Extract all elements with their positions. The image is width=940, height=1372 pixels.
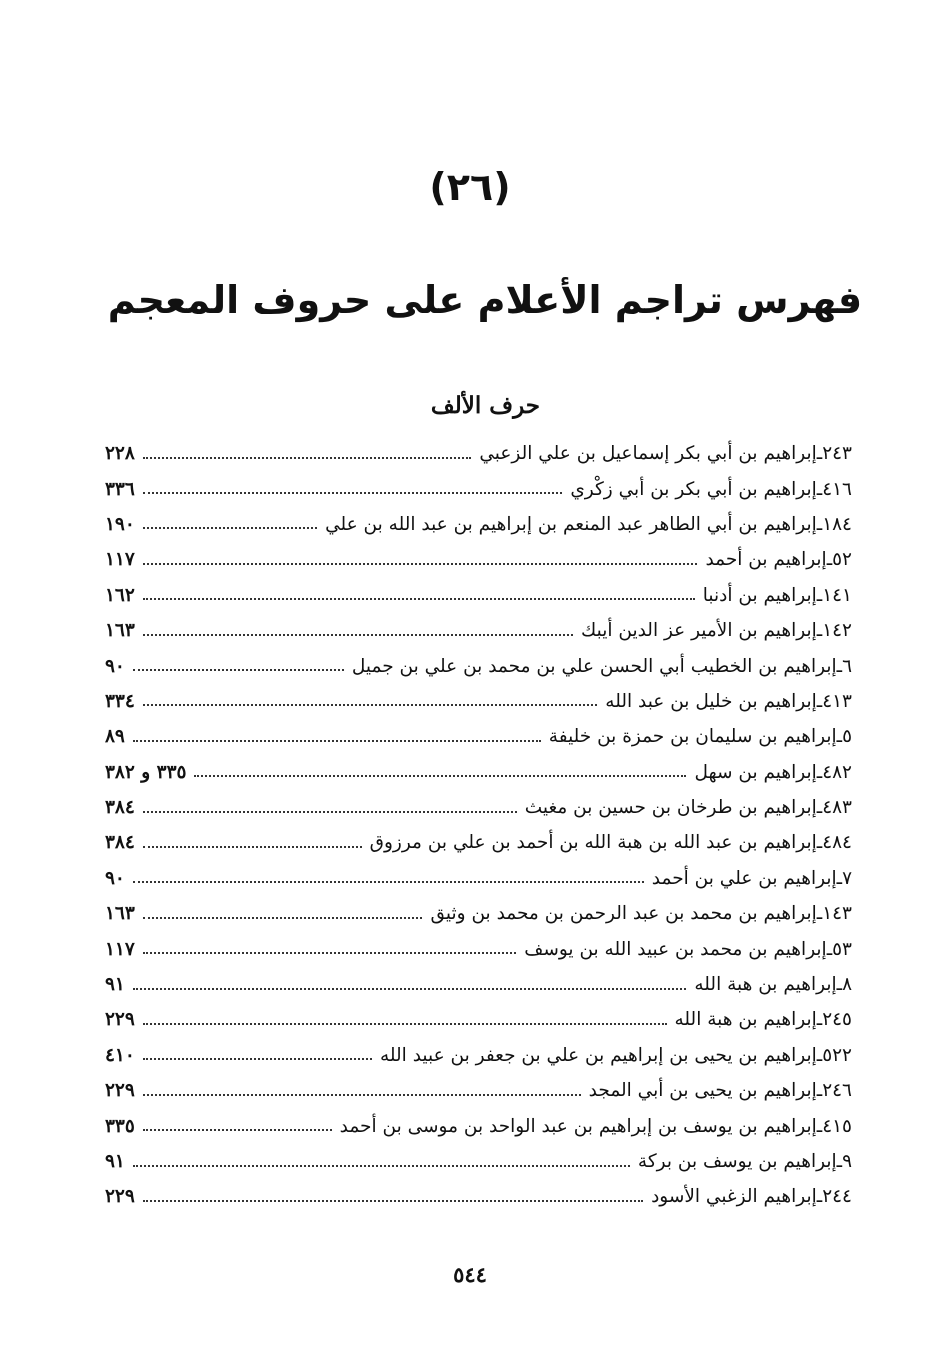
dot-leader [133, 669, 344, 671]
index-entry [105, 1002, 852, 1037]
entry-name: إبراهيم بن سهل [694, 761, 817, 783]
dot-leader [133, 1165, 630, 1167]
entry-separator: ـ [816, 690, 823, 712]
entry-page-ref: ٢٢٩ [105, 1009, 135, 1031]
entry-separator: ـ [816, 584, 823, 606]
entry-page-ref: ٩٠ [105, 867, 125, 889]
index-entry [105, 861, 852, 896]
entry-page-ref: ٣٣٥ و ٣٨٢ [105, 761, 187, 783]
entry-separator: ـ [816, 1009, 823, 1031]
entry-name: إبراهيم بن هبة الله [674, 1009, 817, 1031]
entry-number: ٦ [842, 655, 852, 677]
entry-number: ٧ [842, 867, 852, 889]
entry-page-ref: ٣٨٤ [105, 832, 135, 854]
entry-page-ref: ٣٣٤ [105, 690, 135, 712]
index-entry [105, 507, 852, 542]
entry-name: إبراهيم بن يوسف بن بركة [637, 1151, 837, 1172]
entry-number: ٥ [842, 726, 852, 748]
index-entry [105, 613, 852, 648]
index-entry [105, 790, 852, 825]
entry-number: ٤٨٢ [822, 761, 852, 783]
index-entry [105, 1073, 852, 1108]
entry-page-ref: ١١٧ [105, 549, 135, 571]
index-entry [105, 825, 852, 860]
entry-page-ref: ٤١٠ [105, 1044, 135, 1066]
entry-page-ref: ١٦٢ [105, 584, 135, 606]
index-entry [105, 755, 852, 790]
entry-separator: ـ [836, 1151, 843, 1172]
dot-leader [143, 917, 423, 919]
entry-page-ref: ٢٢٩ [105, 1186, 135, 1208]
index-entry [105, 542, 852, 577]
entry-name: إبراهيم بن هبة الله [694, 974, 837, 996]
entry-separator: ـ [826, 549, 833, 571]
index-entry [105, 1144, 852, 1179]
entry-separator: ـ [816, 478, 823, 500]
entry-page-ref: ١٩٠ [105, 513, 135, 535]
entry-name: إبراهيم بن الأمير عز الدين أيبك [581, 620, 817, 642]
entry-separator: ـ [816, 1044, 823, 1066]
dot-leader [143, 563, 698, 565]
entry-separator: ـ [816, 832, 823, 854]
entry-number: ١٤٣ [822, 903, 852, 925]
index-entry [105, 1108, 852, 1143]
index-entry [105, 578, 852, 613]
entry-name: إبراهيم بن أبي بكر بن أبي زكْري [570, 478, 817, 500]
entry-page-ref: ٩١ [105, 974, 125, 996]
entry-name: إبراهيم بن سليمان بن حمزة بن خليفة [548, 726, 837, 748]
entry-name: إبراهيم بن أدنبا [702, 584, 817, 606]
dot-leader [143, 846, 362, 848]
entry-name: إبراهيم بن الخطيب أبي الحسن علي بن محمد بن علي بن جميل [351, 655, 837, 677]
index-entry [105, 967, 852, 1002]
entry-name: إبراهيم بن خليل بن عبد الله [605, 690, 817, 712]
chapter-number: (٢٦) [429, 165, 511, 209]
entry-page-ref: ٩٠ [105, 655, 125, 677]
entry-page-ref: ٩١ [105, 1151, 125, 1172]
entry-name: إبراهيم بن أبي بكر إسماعيل بن علي الزعبي [479, 443, 817, 465]
entry-separator: ـ [816, 903, 823, 925]
entry-name: إبراهيم الزغبي الأسود [651, 1186, 817, 1208]
dot-leader [133, 881, 644, 883]
entry-number: ٤٨٤ [822, 832, 852, 854]
letter-heading: حرف الألف [430, 392, 540, 419]
dot-leader [143, 1023, 667, 1025]
dot-leader [143, 492, 563, 494]
dot-leader [133, 740, 541, 742]
entry-separator: ـ [826, 938, 833, 960]
dot-leader [143, 457, 472, 459]
page-number: ٥٤٤ [453, 1262, 487, 1287]
entry-number: ٢٤٥ [822, 1009, 852, 1031]
index-entry [105, 684, 852, 719]
dot-leader [133, 988, 687, 990]
dot-leader [143, 811, 517, 813]
entry-number: ١٨٤ [822, 513, 852, 535]
entry-number: ٢٤٦ [822, 1080, 852, 1102]
index-entry [105, 471, 852, 506]
dot-leader [143, 527, 317, 529]
entry-name: إبراهيم بن أحمد [705, 549, 827, 571]
dot-leader [143, 634, 573, 636]
index-entry [105, 648, 852, 683]
dot-leader [143, 1058, 372, 1060]
entry-name: إبراهيم بن يوسف بن إبراهيم بن عبد الواحد بن موسى بن أحمد [339, 1115, 817, 1137]
entry-page-ref: ١٦٣ [105, 903, 135, 925]
entry-separator: ـ [816, 1115, 823, 1137]
entry-separator: ـ [836, 655, 843, 677]
dot-leader [143, 1094, 581, 1096]
dot-leader [143, 598, 695, 600]
entry-separator: ـ [836, 867, 843, 889]
entry-name: إبراهيم بن عبد الله بن هبة الله بن أحمد بن علي بن مرزوق [369, 832, 817, 854]
entry-number: ٢٤٤ [822, 1186, 852, 1208]
entry-separator: ـ [816, 443, 823, 465]
entry-number: ٥٣ [832, 938, 852, 960]
entry-separator: ـ [816, 513, 823, 535]
index-entry [105, 1179, 852, 1214]
dot-leader [143, 704, 597, 706]
entry-separator: ـ [816, 761, 823, 783]
entry-page-ref: ٢٢٨ [105, 443, 135, 465]
index-entry [105, 719, 852, 754]
entry-number: ٥٢ [832, 549, 852, 571]
dot-leader [194, 775, 686, 777]
entry-page-ref: ٣٨٤ [105, 797, 135, 819]
entry-page-ref: ١١٧ [105, 938, 135, 960]
index-entry [105, 931, 852, 966]
index-title: فهرس تراجم الأعلام على حروف المعجم [107, 278, 863, 322]
entry-page-ref: ٣٣٦ [105, 478, 135, 500]
entry-name: إبراهيم بن محمد بن عبد الرحمن بن محمد بن وثيق [430, 903, 817, 925]
entry-number: ١٤١ [822, 584, 852, 606]
index-entry [105, 896, 852, 931]
entry-page-ref: ٨٩ [105, 726, 125, 748]
index-entries-list [105, 436, 852, 1215]
entry-page-ref: ١٦٣ [105, 620, 135, 642]
entry-number: ٨ [842, 974, 852, 996]
index-entry [105, 1038, 852, 1073]
entry-separator: ـ [836, 974, 843, 996]
entry-number: ٤١٣ [822, 690, 852, 712]
entry-name: إبراهيم بن أبي الطاهر عبد المنعم بن إبراهيم بن عبد الله بن علي [325, 513, 817, 535]
entry-separator: ـ [816, 620, 823, 642]
dot-leader [143, 952, 516, 954]
entry-number: ٤١٥ [822, 1115, 852, 1137]
dot-leader [143, 1129, 332, 1131]
entry-number: ١٤٢ [822, 620, 852, 642]
entry-separator: ـ [816, 1080, 823, 1102]
entry-name: إبراهيم بن علي بن أحمد [651, 867, 837, 889]
entry-separator: ـ [836, 726, 843, 748]
entry-name: إبراهيم بن يحيى بن إبراهيم بن علي بن جعفر بن عبيد الله [380, 1044, 817, 1066]
entry-page-ref: ٣٣٥ [105, 1115, 135, 1137]
entry-number: ٩ [842, 1151, 852, 1172]
dot-leader [143, 1200, 643, 1202]
entry-number: ٤١٦ [822, 478, 852, 500]
entry-number: ٤٨٣ [822, 797, 852, 819]
entry-name: إبراهيم بن محمد بن عبيد الله بن يوسف [524, 938, 827, 960]
entry-separator: ـ [816, 797, 823, 819]
entry-separator: ـ [816, 1186, 823, 1208]
entry-number: ٢٤٣ [822, 443, 852, 465]
entry-name: إبراهيم بن طرخان بن حسين بن مغيث [524, 797, 817, 819]
entry-number: ٥٢٢ [822, 1044, 852, 1066]
index-entry [105, 436, 852, 471]
entry-name: إبراهيم بن يحيى بن أبي المجد [588, 1080, 817, 1102]
entry-page-ref: ٢٢٩ [105, 1080, 135, 1102]
